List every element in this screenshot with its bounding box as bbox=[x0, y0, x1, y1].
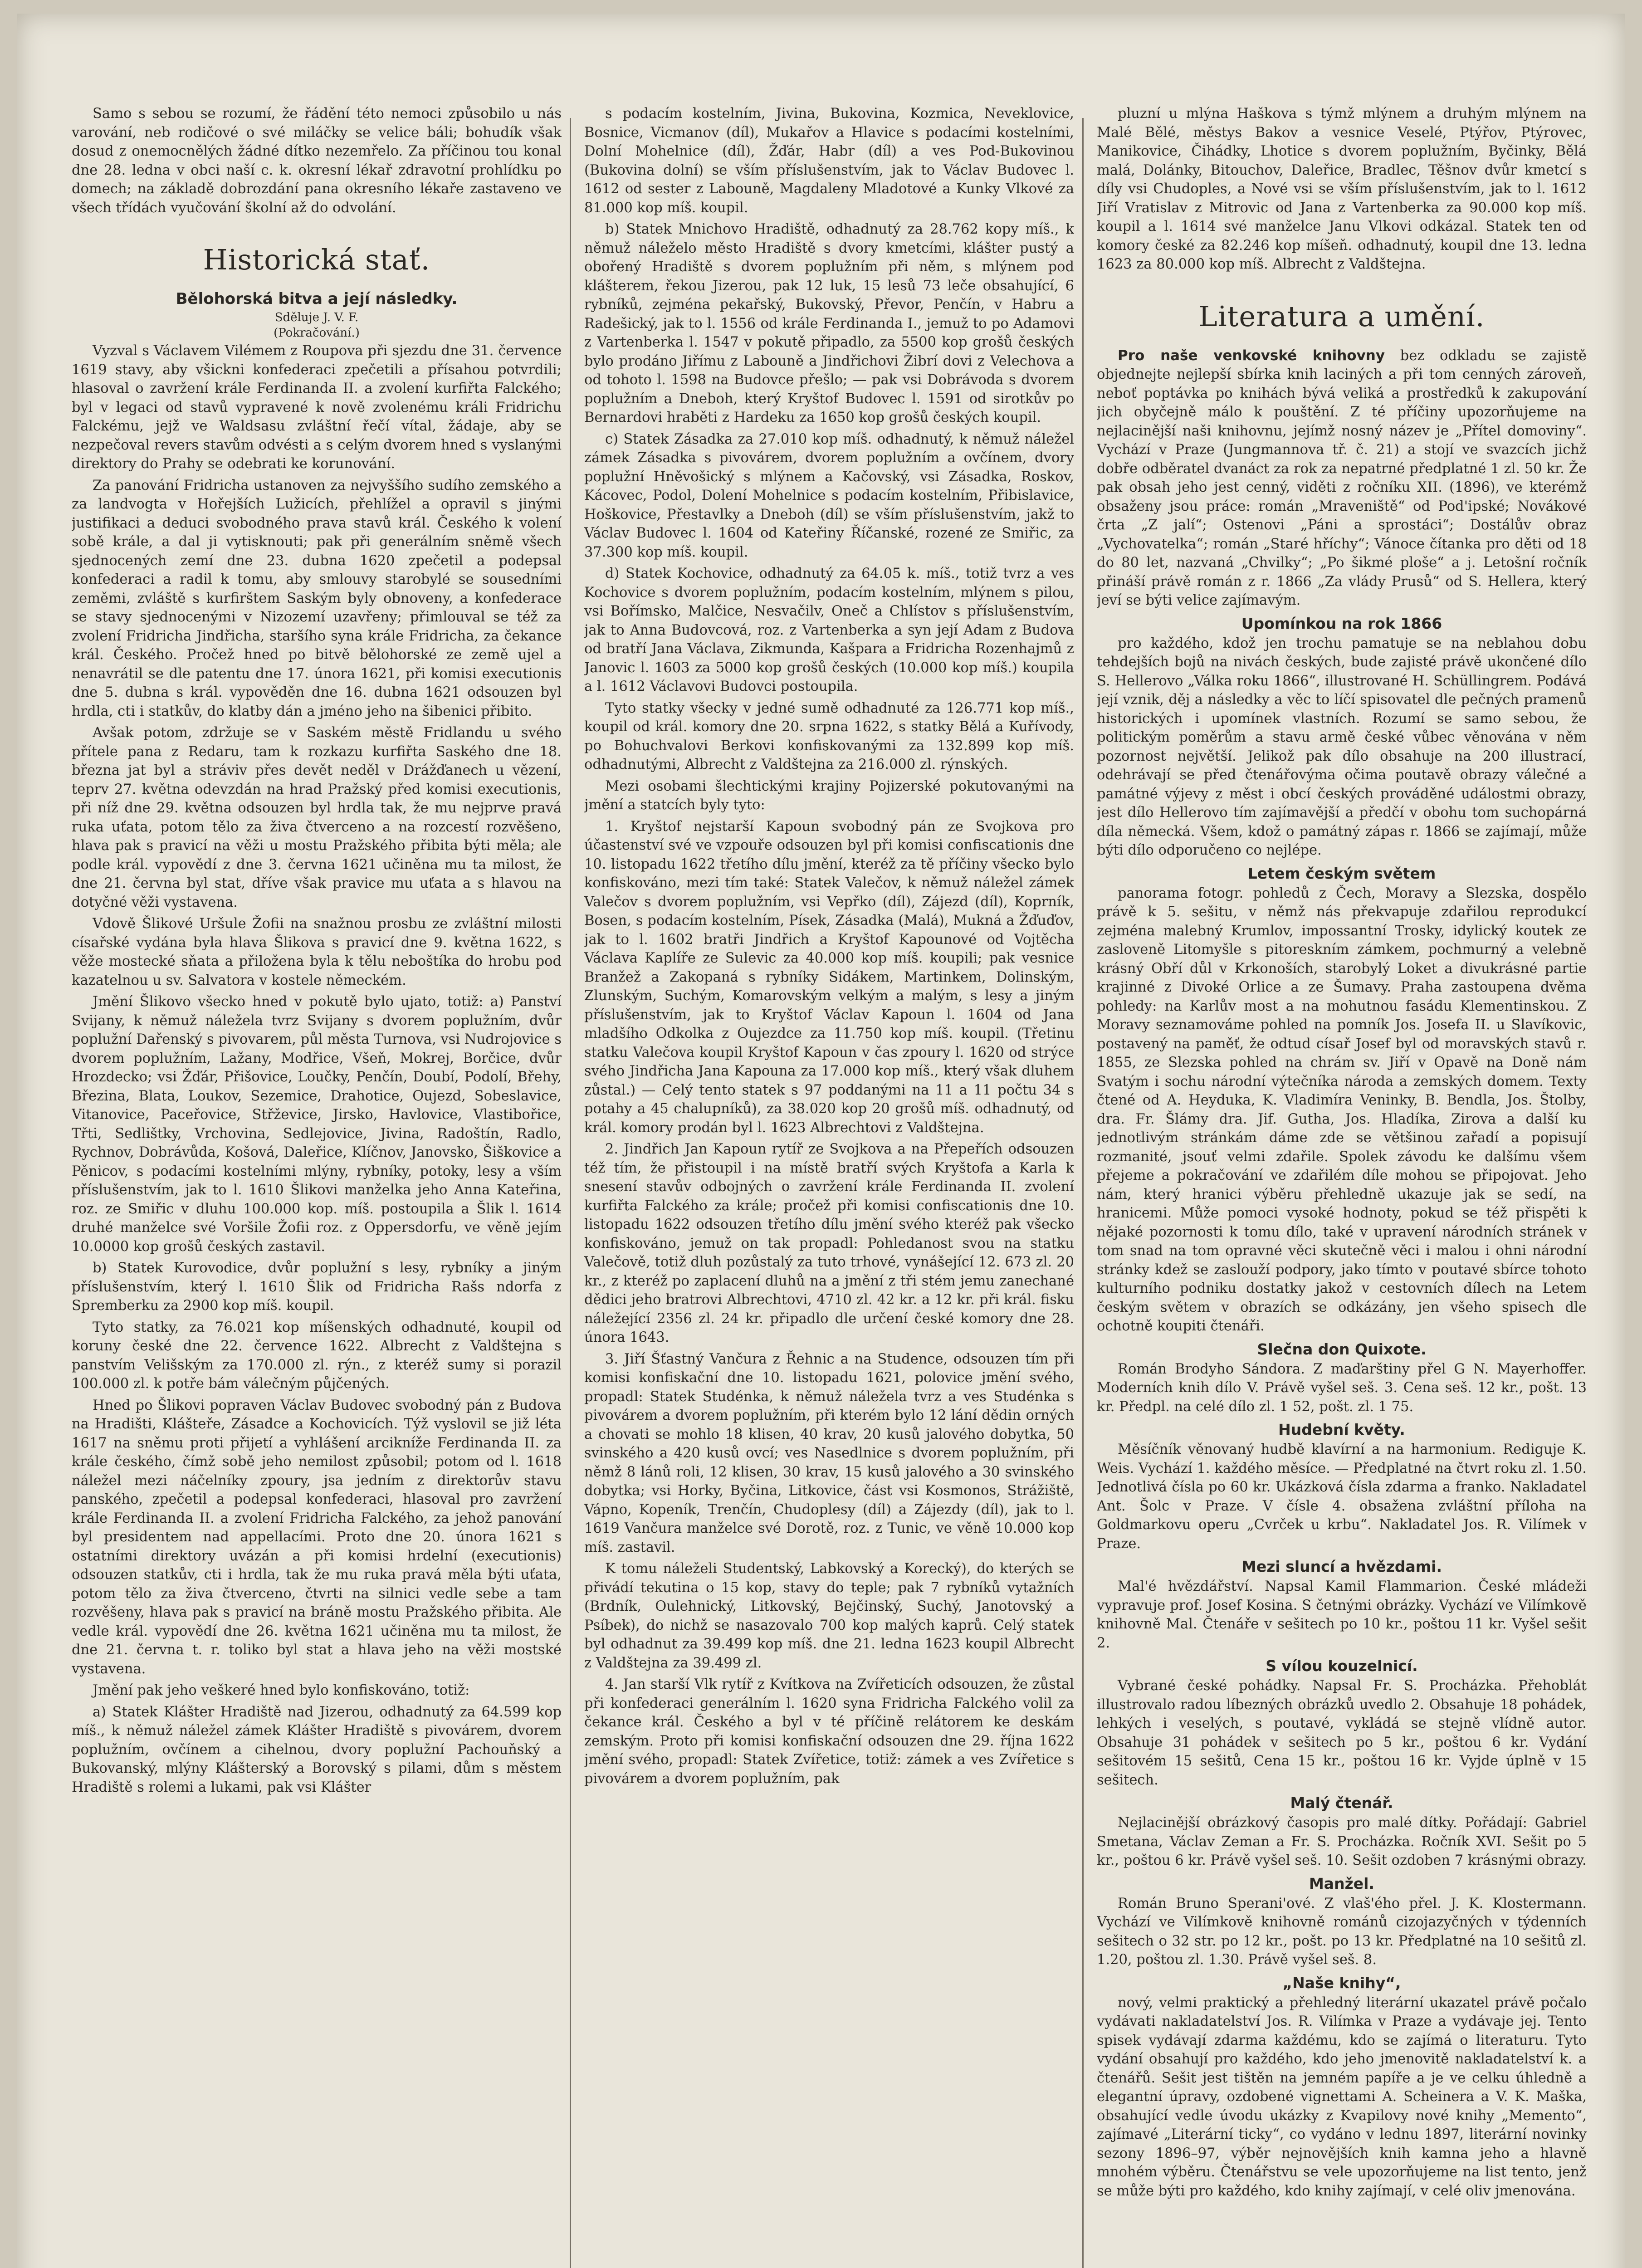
notice-heading: Hudební květy. bbox=[1278, 1421, 1405, 1438]
paragraph: c) Statek Zásadka za 27.010 kop míš. odhadnutý, k němuž náležel zámek Zásadka s pivovárem, dvorem poplužním a ovčínem, dvory poplužní Hněvošický s mlýnem a Kačovský, vsi Zásadka, Roskov, Kácovec, Podol, Dolení Mohelnice s podacím kostelním, Přibislavice, Hoškovice, Přestavlky a Dneboh (díl) se vším příslušenstvím, jakž to Václav Budovec l. 1604 od Kateřiny Říčanské, rozené ze Smiřic, za 37.300 kop míš. koupil. bbox=[584, 431, 1074, 560]
section-title-literature: Literatura a umění. bbox=[1198, 299, 1485, 333]
section-title-history: Historická stať. bbox=[203, 243, 430, 276]
paragraph: Vyzval s Václavem Vilémem z Roupova při sjezdu dne 31. července 1619 stavy, aby všickni konfederaci zpečetili a přísahou potvrdili; hlasoval o zavržení krále Ferdinanda II. a zvolení kurfiřta Falckého; byl v legaci od stavů vypravené k nově zvolenému králi Fridrichu Falckému, jejž ve Waldsasu zvláštní řečí vítal, žádaje, aby se nezpečoval revers stavům odvésti a s celým dvorem hned s vyslanými direktory do Prahy se odebrati ke korunování. bbox=[72, 343, 562, 472]
newspaper-page bbox=[17, 14, 1625, 2268]
paragraph: Jmění Šlikovo všecko hned v pokutě bylo ujato, totiž: a) Panství Svijany, k němuž náležela tvrz Svijany s dvorem poplužním, dvůr poplužní Dařenský s pivovarem, půl města Turnova, vsi Nudrojovice s dvorem poplužním, Lažany, Modřice, Všeň, Mokrej, Borčice, dvůr Hrozdecko; vsi Žďár, Přišovice, Loučky, Penčín, Doubí, Podolí, Břehy, Březina, Blata, Loukov, Sezemice, Drahotice, Oujezd, Sobeslavice, Vitanovice, Paceřovice, Střževice, Jirsko, Havlovice, Vlastibořice, Třti, Sedlištky, Vrchovina, Sedlejovice, Jivina, Radoštín, Radlo, Rychnov, Dobrávůda, Košová, Daleřice, Klíčnov, Janovsko, Šiškovice a Pěnicov, s podacími kostelními mlýny, rybníky, potoky, lesy a vším příslušenstvím, jak to l. 1610 Šlikovi manželka jeho Anna Kateřina, roz. ze Smiřic v dluhu 100.000 kop. míš. postoupila a Šlik l. 1614 druhé manželce své Voršile Žofii roz. z Oppersdorfu, ve věně jejím 10.0000 kop grošů českých zastavil. bbox=[72, 994, 562, 1255]
column-3 bbox=[1097, 104, 1587, 2268]
notice-body: Román Brodyho Sándora. Z maďarštiny přel G N. Mayerhoffer. Moderních knih dílo V. Právě vyšel seš. 3. Cena seš. 12 kr., pošt. 13 kr. Předpl. na celé dílo zl. 1 52, pošt. zl. 1 75. bbox=[1097, 1361, 1587, 1415]
notice-heading: Upomínkou na rok 1866 bbox=[1241, 614, 1442, 632]
paragraph: b) Statek Kurovodice, dvůr poplužní s lesy, rybníky a jiným příslušenstvím, který l. 1610 Šlik od Fridricha Rašs ndorfa z Spremberku za 2900 kop míš. koupil. bbox=[72, 1260, 562, 1314]
column-1 bbox=[72, 104, 562, 2268]
paragraph: 3. Jiří Šťastný Vančura z Řehnic a na Studence, odsouzen tím při komisi konfiskační dne 10. listopadu 1621, polovice jmění svého, propadl: Statek Studénka, k němuž náležela tvrz a ves Studénka s pivovárem a dvorem poplužním, při kterém bylo 12 lání dědin orných a chovati se mohlo 18 klisen, 40 krav, 20 kusů jalového dobytka, 50 svinského a 420 kusů ovcí; ves Nasedlnice s dvorem poplužním, při němž 8 lánů roli, 12 klisen, 30 krav, 15 kusů jalového a 30 svinského dobytka; vsi Horky, Byčina, Litkovice, část vsi Kosmonos, Strážiště, Vápno, Kopeník, Trenčín, Chudoplesy (díl) a Zájezdy (díl), jak to l. 1619 Vančura manželce své Dorotě, roz. z Tunic, ve věně 10.000 kop míš. zastavil. bbox=[584, 1351, 1074, 1555]
paragraph: a) Statek Klášter Hradiště nad Jizerou, odhadnutý za 64.599 kop míš., k němuž náležel zámek Klášter Hradiště s pivovárem, dvorem poplužním, ovčínem a cihelnou, dvory poplužní Pachouňský a Bukovanský, mlýny Klášterský a Borovský s pilami, dům s městem Hradiště s rolemi a lukami, pak vsi Klášter bbox=[72, 1704, 562, 1795]
paragraph: 2. Jindřich Jan Kapoun rytíř ze Svojkova a na Přepeřích odsouzen též tím, že přistoupil i na místě bratří svých Kryštofa a Karla k snesení stavův odbojných o zavržení krále Ferdinanda II. zvolení kurfiřta Falckého za krále; pročež při komisi confiscationis dne 10. listopadu 1622 odsouzen třetího dílu jmění svého kteréž pak všecko konfiskováno, jemuž on tak propadl: Pohledanost svou na statku Valečově, totiž dluh pozůstalý za tuto trhové, vynášející 12. 673 zl. 20 kr., z kteréž po zaplacení dluhů na a jmění z tři stém jemu zanechané dědici jeho bratrovi Albrechtovi, 4710 zl. 42 kr. a 12 kr. při král. fisku náležející 2356 zl. 24 kr. připadlo dle určení české komory dne 28. února 1643. bbox=[584, 1141, 1074, 1345]
notice-body: panorama fotogr. pohledů z Čech, Moravy a Slezska, dospělo právě k 5. sešitu, v němž nás překvapuje zdařilou reprodukcí zejména malebný Krumlov, impossantní Trosky, idylický koutek ze zasloveně Litomyšle s pitoreskním zámkem, pochmurný a velebně krásný Obří důl v Krkonoších, starobylý Loket a divukrásné partie krajinné z Divoké Orlice a ze Šumavy. Praha zastoupena dvěma pohledy: na Karlův most a na mohutnou fasádu Klementinskou. Z Moravy seznamováme pohled na pomník Jos. Josefa II. u Slavíkovic, postavený na paměť, že odtud císař Josef byl od moravských stavů r. 1855, ze Slezska pohled na chrám sv. Jiří v Opavě na Doně nám Svatým i sochu národní výtečníka národa a zemských domem. Texty čtené od A. Heyduka, K. Vladimíra Veninky, B. Bendla, Jos. Štolby, dra. Fr. Šlámy dra. Jif. Gutha, Jos. Hladíka, Zirova a další ku jednotlivým stránkám dáme zde se většinou zařadí a popisují rozmanité, jsouť velmi zdařile. Spolek závodu ke dalšímu všem přejeme a pokračování ve zdařilém díle mohou se připojovat. Jeho nám, který hranici výběru přehledně ukazuje jak se sedí, na hranicemi. Může pomoci vysoké hodnoty, pokud se též přispěti k nějaké pozornosti k tomu dílo, také v upravení národních stránek v tom snad na tom opravné věci skutečně věci i malou i ohni národní stránky kdež se zaslouží podpory, jako tímto v poutavé sbírce tohoto kulturního podniku dostatky jakož v cestovních dílech na Letem českým světem v obrazích se odkázány, jen všeho spisech dle ochotně koupiti čtenáři. bbox=[1097, 885, 1587, 1334]
paragraph: Za panování Fridricha ustanoven za nejvyššího sudího zemského a za landvogta v Hořejších Lužicích, přehlížel a opravil s jinými justifikaci a deduci svobodného prava stavů král. Českého k volení sobě krále, a dal ji vytisknouti; pak při generálním sněmě všech sjednocených zemí dne 23. dubna 1620 zpečetil a podepsal konfederaci a radil k tomu, aby smlouvy starobylé se sousedními zeměmi, zvláště s kurfirštem Saským byly obnoveny, a konfederace se stavy sjednocenými v Nizozemí uzavřeny; přimlouval se též za zvolení Fridricha Jindřicha, staršího syna krále Fridricha, za čekance král. Českého. Pročež hned po bitvě bělohorské ze země ujel a nenavrátil se dle patentu dne 17. února 1621, při komisi executionis dne 5. dubna s král. vypověděn dne 16. dubna 1621 odsouzen byl hrdla, cti i statkův, do klatby dán a jméno jeho na šibenici přibito. bbox=[72, 477, 562, 719]
column-2 bbox=[584, 104, 1074, 2268]
notice-heading: „Naše knihy“, bbox=[1282, 1974, 1401, 1992]
paragraph: Jmění pak jeho veškeré hned bylo konfiskováno, totiž: bbox=[93, 1682, 470, 1698]
column-rule bbox=[1082, 118, 1084, 2268]
notice bbox=[1097, 347, 1587, 610]
notice-body: Nejlacinější obrázkový časopis pro malé dítky. Pořádají: Gabriel Smetana, Václav Zeman a Fr. S. Procházka. Ročník XVI. Sešit po 5 kr., poštou 6 kr. Právě vyšel seš. 10. Sešit ozdoben 7 krásnými obrazy. bbox=[1097, 1815, 1587, 1868]
notice-body: Román Bruno Sperani'ové. Z vlaš'ého přel. J. K. Klostermann. Vychází ve Vilímkově knihovně románů cizojazyčných v týdenních sešitech o 32 str. po 12 kr., pošt. po 13 kr. Předplatné na 10 sešitů zl. 1.20, poštou zl. 1.30. Právě vyšel seš. 8. bbox=[1097, 1895, 1587, 1968]
paragraph: Avšak potom, zdržuje se v Saském městě Fridlandu u svého přítele pana z Redaru, tam k rozkazu kurfiřta Saského dne 18. března jat byl a stráviv přes devět neděl v Drážďanech u vězení, teprv 27. května odevzdán na hrad Pražský před komisi executionis, při níž dne 29. května odsouzen byl hrdla tak, že mu nejprve pravá ruka uťata, potom tělo za živa čtverceno a na rozcestí rozvěšeno, hlava pak s pravicí na věži u mostu Pražského přibita býti měla; ale podle král. vypovědí z dne 3. června 1621 učiněna mu ta milost, že dne 21. června byl stat, dříve však pravice mu uťata a s hlavou na dotyčné věži vystavena. bbox=[72, 725, 562, 910]
notice-heading: S vílou kouzelnicí. bbox=[1266, 1657, 1418, 1675]
notice-lead: Pro naše venkovské knihovny bbox=[1118, 347, 1385, 364]
paragraph: 1. Kryštof nejstarší Kapoun svobodný pán ze Svojkova pro účastenství své ve vzpouře odsouzen byl při komisi confiscationis dne 10. listopadu 1622 třetího dílu jmění, kteréž za tě příčiny všecko bylo konfiskováno, mezi tím také: Statek Valečov, k němuž náležel zámek Valečov s dvorem poplužním, vsi Vepřko (díl), Zájezd (díl), Koprník, Bosen, s podacím kostelním, Písek, Zásadka (Malá), Mukná a Žďuďov, jak to l. 1602 bratři Jindřich a Kryštof Kapounové od Vojtěcha Václava Kaplíře ze Sulevic za 40.000 kop míš. koupili; pak vesnice Branžež a Zakopaná s rybníky Sidákem, Martinkem, Dolinským, Zlunským, Suchým, Komarovským velkým a malým, s lesy a jiným příslušenstvím, jak to Kryštof Václav Kapoun l. 1604 od Jana mladšího Odkolka z Oujezdce za 11.750 kop míš. koupil. (Třetinu statku Valečova koupil Kryštof Kapoun v čas zpoury l. 1620 od strýce svého Jindřicha Jana Kapouna za 17.000 kop míš., který však dluhem zůstal.) — Celý tento statek s 97 poddanými na 11 a 11 počtu 34 s potahy a 45 chalupníků), za 38.020 kop 20 grošů míš. odhadnutý, od král. komory prodán byl l. 1623 Albrechtovi z Valdštejna. bbox=[584, 818, 1074, 1136]
paragraph: pluzní u mlýna Haškova s týmž mlýnem a druhým mlýnem na Malé Bělé, městys Bakov a vesnice Veselé, Ptýřov, Ptýrovec, Manikovice, Čihádky, Lhotice s dvorem poplužním, Byčinky, Bělá malá, Dolánky, Bitouchov, Daleřice, Bradlec, Těšnov dvůr kmetcí s díly vsi Chudoples, a Nové vsi se vším příslušenstvím, jak to l. 1612 Jiří Vratislav z Mitrovic od Jana z Vartenberka za 90.000 kop míš. koupil a l. 1614 své manželce Janu Vlkovi odkázal. Statek ten od komory české za 82.246 kop míšeň. odhadnutý, koupil dne 13. ledna 1623 za 80.000 kop míš. Albrecht z Valdštejna. bbox=[1097, 106, 1587, 272]
paragraph: Mezi osobami šlechtickými krajiny Pojizerské pokutovanými na jmění a statcích byly tyto: bbox=[584, 778, 1074, 813]
paragraph: 4. Jan starší Vlk rytíř z Kvítkova na Zvířeticích odsouzen, že zůstal při konfederaci generálním l. 1620 syna Fridricha Falckého volil za čekance král. Českého a byl v té příčině relátorem ke deskám zemským. Proto při komisi konfiskační odsouzen dne 29. října 1622 jmění svého, propadl: Statek Zvířetice, totiž: zámek a ves Zvířetice s pivovárem a dvorem poplužním, pak bbox=[584, 1677, 1074, 1787]
column-rule bbox=[570, 118, 571, 2268]
article-title: Bělohorská bitva a její následky. bbox=[176, 290, 458, 308]
notice-heading: Slečna don Quixote. bbox=[1257, 1340, 1427, 1358]
notice-body: Měsíčník věnovaný hudbě klavírní a na harmonium. Rediguje K. Weis. Vychází 1. každého měsíce. — Předplatné na čtvrt roku zl. 1.50. Jednotlivá čísla po 60 kr. Ukázková čísla zdarma a franko. Nakladatel Ant. Šolc v Praze. V čísle 4. obsažena zvláštní příloha na Goldmarkovu operu „Cvrček u krbu“. Nakladatel Jos. R. Vilímek v Praze. bbox=[1097, 1442, 1587, 1552]
notice-heading: Manžel. bbox=[1309, 1874, 1375, 1892]
paragraph: Tyto statky, za 76.021 kop míšenských odhadnuté, koupil od koruny české dne 22. července 1622. Albrecht z Valdštejna s panstvím Velišským za 170.000 zl. rýn., z kteréž sumy si porazil 100.000 zl. k potře bám válečným půjčených. bbox=[72, 1319, 562, 1392]
paragraph: d) Statek Kochovice, odhadnutý za 64.05 k. míš., totiž tvrz a ves Kochovice s dvorem poplužním, podacím kostelním, mlýnem s pilou, vsi Bořímsko, Malčice, Nesvačilv, Oneč a Chlístov s příslušenstvím, jak to Anna Budovcová, roz. z Vartenberka a syn její Adam z Budova od bratří Jana Václava, Zikmunda, Kašpara a Fridricha Rozenhajmů z Janovic l. 1603 za 5000 kop grošů českých (10.000 kop míš.) koupila a l. 1612 Václavovi Budovci postoupila. bbox=[584, 566, 1074, 694]
paragraph: Hned po Šlikovi popraven Václav Budovec svobodný pán z Budova na Hradišti, Klášteře, Zásadce a Kochovicích. Týž vyslovil se již léta 1617 na sněmu proti přijetí a vyhlášení arcikníže Ferdinanda II. za krále českého, čímž sobě jeho nemilost způsobil; potom od l. 1618 náležel mezi náčelníky zpoury, jsa jedním z direktorův stavu panského, zpečetil a podepsal konfederaci, hlasoval pro zavržení krále Ferdinanda II. a zvolení Fridricha Falckého, za jehož panování byl presidentem nad appellacími. Proto dne 20. února 1621 s ostatními direktory uvázán a při komisi hrdelní (executionis) odsouzen statkův, cti i hrdla, tak že mu ruka pravá měla býti uťata, potom tělo za živa čtverceno, čtvrti na silnici vedle sebe a tam rozvěšeny, hlava pak s pravicí na bráně mostu Pražského přibita. Ale vedle král. vypovědí dne 26. května 1621 učiněna mu ta milost, že dne 21. června t. r. toliko byl stat a hlava jeho na věži mostské vystavena. bbox=[72, 1397, 562, 1677]
paragraph: Tyto statky všecky v jedné sumě odhadnuté za 126.771 kop míš., koupil od král. komory dne 20. srpna 1622, s statky Bělá a Kuřívody, po Bohuchvalovi Berkovi konfiskovanými za 132.899 kop míš. odhadnutými, Albrecht z Valdštejna za 216.000 zl. rýnských. bbox=[584, 700, 1074, 772]
paragraph: Vdově Šlikové Uršule Žofii na snažnou prosbu ze zvláštní milosti císařské vydána byla hlava Šlikova s pravicí dne 9. května 1622, s věže mostecké sňata a přiložena byla k tělu neboštíka do hrobu pod kazatelnou u sv. Salvatora v kostele německém. bbox=[72, 916, 562, 988]
notice-heading: Mezi sluncí a hvězdami. bbox=[1241, 1558, 1442, 1575]
notice-body: Vybrané české pohádky. Napsal Fr. S. Procházka. Přehoblát illustrovalo radou líbezných obrázků uvedlo 2. Obsahuje 18 pohádek, lehkých i veselých, s poutavé, vykládá se stejně vlídně autor. Obsahuje 31 pohádek v sešitech po 5 kr., poštou 6 kr. Vydání sešitovém 15 sešitů, Cena 15 kr., poštou 16 kr. Vyjde úplně v 15 sešitech. bbox=[1097, 1678, 1587, 1788]
intro-paragraph: Samo s sebou se rozumí, že řádění této nemoci způsobilo u nás varování, neb rodičové o své miláčky se velice báli; bohudík však dosud z onemocnělých žádné dítko nezemřelo. Za příčinou tou konal dne 28. ledna v obci naší c. k. okresní lékař zdravotní prohlídku po domech; na základě dobrozdání pana okresního lékaře zastaveno ve všech třídách vyučování školní až do odvolání. bbox=[72, 106, 562, 216]
notice-body: pro každého, kdož jen trochu pamatuje se na neblahou dobu tehdejších bojů na nivách českých, bude zajisté právě ukončené dílo S. Hellerovo „Válka roku 1866“, illustrované H. Schüllingrem. Podává její vznik, děj a následky a věc to líčí spisovatel dle pečných pramenů historických i upomínek vlastních. Rozumí se samo sebou, že politickým poměrům a stavu armě české vůbec věnována v něm pozornost největší. Jelikož pak dílo obsahuje na 200 illustrací, odehrávají se před čtenářovýma očima poutavě obrazy válečné a památné výjevy z měst i obcí českých prováděné událostmi obrazy, jest dílo Hellerovo tím zajímavější a předčí v obohu tom suchopárná díla německá. Všem, kdož o památný zápas r. 1866 se zajímají, může býti dílo odporučeno co nejlépe. bbox=[1097, 635, 1587, 858]
notice-body: bez odkladu se zajistě objednejte nejlepší sbírka knih laciných a při tom cenných zároveň, neboť poptávka po knihách bývá veliká a prostředků k zakupování jich obyčejně málo k pouštění. Z té příčiny upozorňujeme na nejlacinější naši knihovnu, jejímž nosný název je „Přítel domoviny“. Vychází v Praze (Jungmannova tř. č. 21) a stojí ve svazcích jichž dobře odběratel dvanáct za rok za nepatrné předplatné 1 zl. 50 kr. Že pak obsah jeho jest cenný, viděti z ročníku XII. (1896), ve kterémž obsaženy jsou práce: román „Mraveniště“ od Pod'ipské; Novákové črta „Z jalí“; Ostenovi „Páni a sprostáci“; Dostálův obraz „Vychovatelka“; román „Staré hříchy“; Vánoce čítanka pro děti od 18 do 80 let, nazvaná „Chvilky“; „Po šikmé ploše“ a j. Letošní ročník přináší právě román z r. 1866 „Za vlády Prusů“ od S. Hellera, který jeví se býti velice zajímavým. bbox=[1097, 347, 1587, 608]
notice-body: nový, velmi praktický a přehledný literární ukazatel právě počalo vydávati nakladatelství Jos. R. Vilímka v Praze a vydávaje jej. Tento spisek vydávají zdarma každému, kdo se zajímá o literaturu. Tyto vydání obsahují pro každého, kdo jeho jmenovitě nakladatelství k. a čtenářů. Sešit jest tištěn na jemném papíře a je ve celku úhledně a elegantní úpravy, ozdobené vignettami A. Scheinera a V. K. Maška, obsahující vedle úvodu ukázky z Kvapilovy nové knihy „Memento“, zajímavé „Literární ticky“, co vydáno v lednu 1897, literární novinky sezony 1896–97, výběr nejnovějších knih kamna jeho a hlavně mnohém výběru. Čtenářstvu se vele upozorňujeme na list tento, jenž se může býti pro každého, kdo knihy zajímají, v celé oliv jmenována. bbox=[1097, 1994, 1587, 2199]
paragraph: b) Statek Mnichovo Hradiště, odhadnutý za 28.762 kopy míš., k němuž náleželo město Hradiště s dvory kmetcími, klášter pustý a obořený Hradiště s dvorem poplužním při něm, s mlýnem pod klášterem, řekou Jizerou, pak 12 luk, 15 lesů 73 leče obsahující, 6 rybníků, zejména pekařský, Bukovský, Převor, Penčín, v Habru a Radešický, jak to l. 1556 od krále Ferdinanda I., jemuž to po Adamovi z Vartenberka l. 1547 v pokutě připadlo, za 5500 kop grošů českých bylo prodáno Jiřímu z Labouně a Jindřichovi Žibrí dovi z Velechova a od tohoto l. 1598 na Budovce přešlo; — pak vsi Dobrávoda s dvorem poplužním a Dneboh, který Kryštof Budovec l. 1591 od sirotkův po Bernardovi hraběti z Hardeku za 1650 kop grošů českých koupil. bbox=[584, 221, 1074, 425]
paragraph: K tomu náleželi Studentský, Labkovský a Korecký), do kterých se přivádí tekutina o 15 kop, stavy do teple; pak 7 rybníků vytažních (Brdník, Oulehnický, Litkovský, Bejčinský, Suchý, Janotovský a Psíbek), do nichž se nasazovalo 700 kop malých kaprů. Celý statek byl odhadnut za 39.499 kop míš. dne 21. ledna 1623 koupil Albrecht z Valdštejna za 39.499 zl. bbox=[584, 1561, 1074, 1671]
notice-heading: Letem českým světem bbox=[1247, 864, 1436, 882]
continued-note: (Pokračování.) bbox=[274, 326, 360, 340]
article-author: Sděluje J. V. F. bbox=[274, 311, 359, 324]
notice-heading: Malý čtenář. bbox=[1290, 1794, 1393, 1812]
notice-body: Mal'é hvězdářství. Napsal Kamil Flammarion. České mládeži vypravuje prof. Josef Kosina. S četnými obrázky. Vychází ve Vilímkově knihovně Mal. Čtenáře v sešitech po 10 kr., poštou 11 kr. Vyšel sešit 2. bbox=[1097, 1579, 1587, 1651]
paragraph: s podacím kostelním, Jivina, Bukovina, Kozmica, Neveklovice, Bosnice, Vicmanov (díl), Mukařov a Hlavice s podacími kostelními, Dolní Mohelnice (díl), Žďár, Habr (díl) a ves Pod-Bukovinou (Bukovina dolní) se vším příslušenstvím, jak to Václav Budovec l. 1612 od sester z Labouně, Magdaleny Mladotové a Kunky Vlkové za 81.000 kop míš. koupil. bbox=[584, 106, 1074, 216]
